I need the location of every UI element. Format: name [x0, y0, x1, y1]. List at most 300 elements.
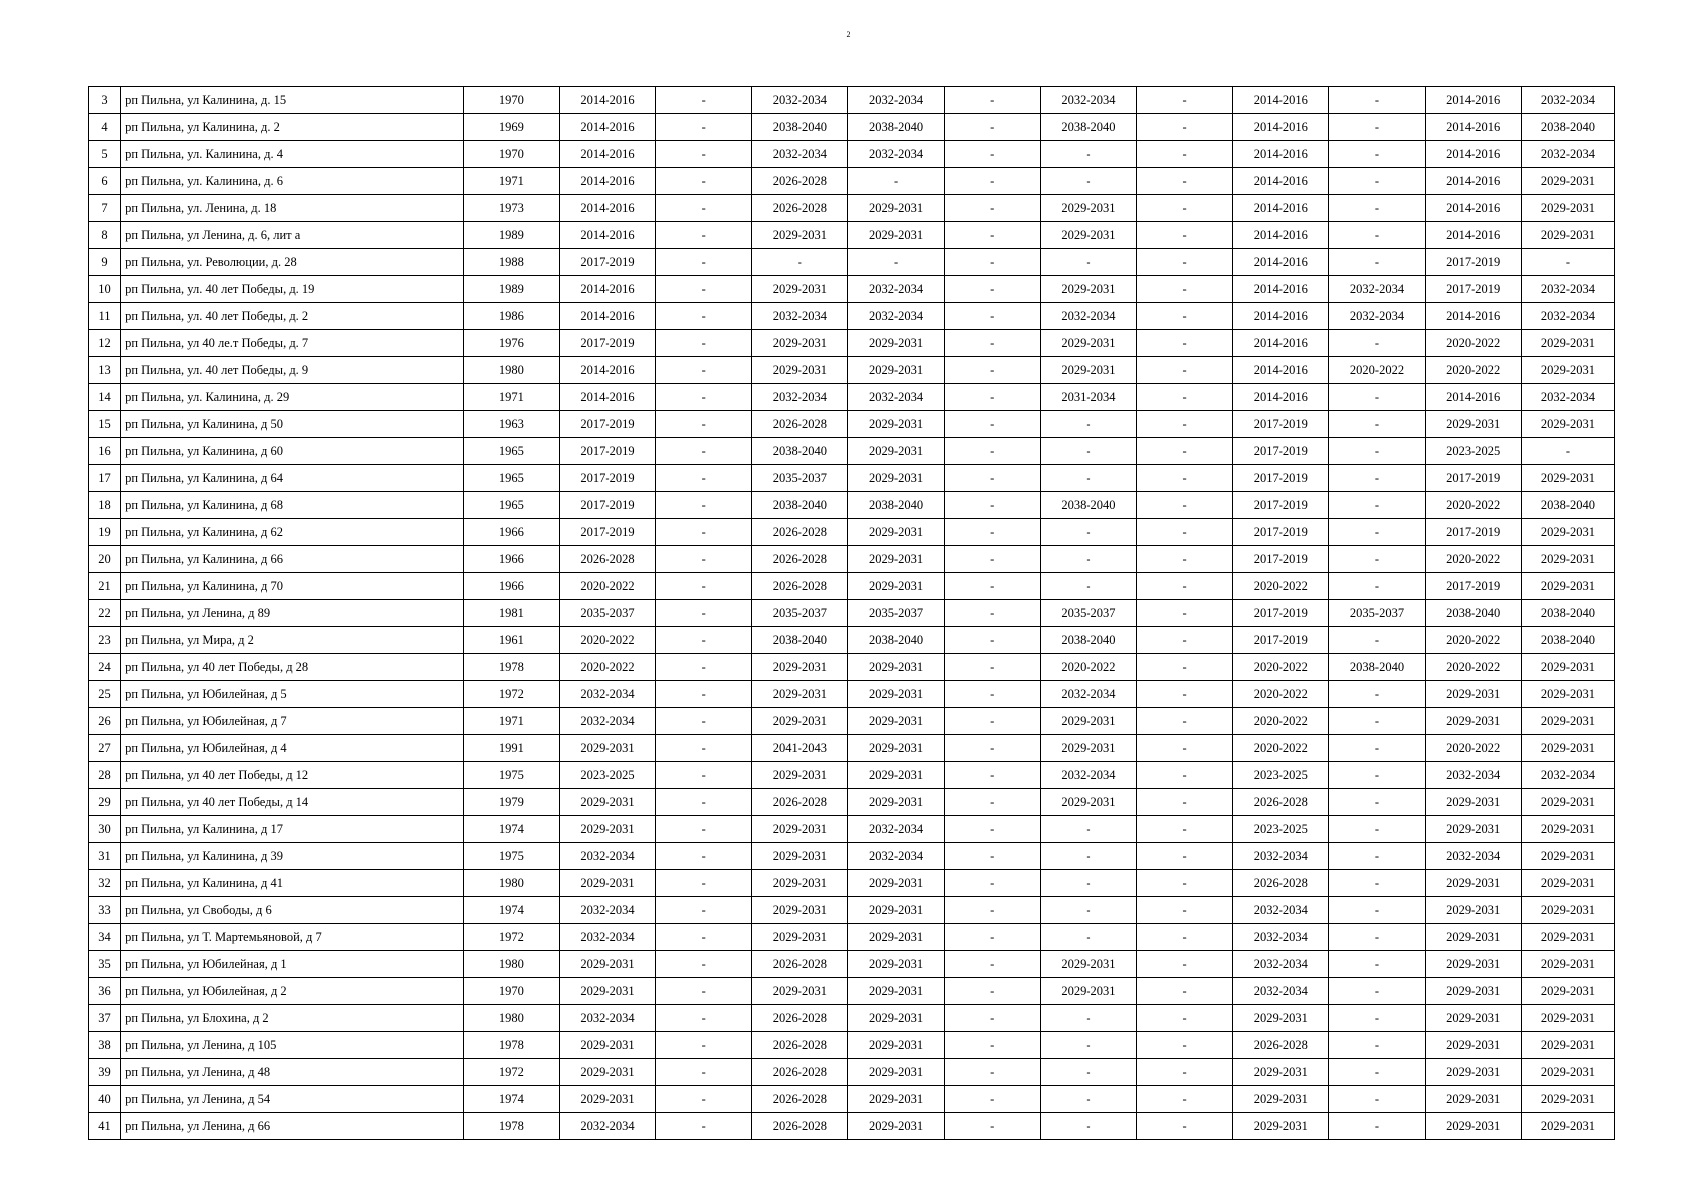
cell-row-number: 22 — [89, 600, 121, 627]
cell-period-7: - — [1137, 708, 1233, 735]
cell-build-year: 1975 — [463, 843, 559, 870]
cell-period-10: 2020-2022 — [1425, 492, 1521, 519]
cell-period-9: 2032-2034 — [1329, 276, 1425, 303]
cell-period-11: 2032-2034 — [1521, 141, 1614, 168]
cell-period-5: - — [944, 762, 1040, 789]
cell-period-11: 2032-2034 — [1521, 276, 1614, 303]
cell-period-8: 2014-2016 — [1233, 87, 1329, 114]
cell-period-7: - — [1137, 411, 1233, 438]
cell-address: рп Пильна, ул Калинина, д 64 — [121, 465, 464, 492]
cell-period-5: - — [944, 1005, 1040, 1032]
cell-period-7: - — [1137, 816, 1233, 843]
cell-period-10: 2020-2022 — [1425, 627, 1521, 654]
cell-period-1: 2020-2022 — [559, 573, 655, 600]
cell-build-year: 1974 — [463, 897, 559, 924]
cell-period-8: 2014-2016 — [1233, 303, 1329, 330]
table-body — [89, 87, 1615, 1140]
cell-period-7: - — [1137, 843, 1233, 870]
cell-period-9: - — [1329, 978, 1425, 1005]
cell-build-year: 1961 — [463, 627, 559, 654]
cell-period-9: - — [1329, 924, 1425, 951]
cell-build-year: 1971 — [463, 708, 559, 735]
cell-period-11: - — [1521, 438, 1614, 465]
cell-build-year: 1971 — [463, 384, 559, 411]
cell-period-2: - — [656, 573, 752, 600]
table-row — [89, 87, 1615, 114]
table-row — [89, 789, 1615, 816]
cell-period-10: 2029-2031 — [1425, 1113, 1521, 1140]
cell-period-4: 2029-2031 — [848, 222, 944, 249]
cell-period-7: - — [1137, 465, 1233, 492]
cell-period-8: 2020-2022 — [1233, 573, 1329, 600]
cell-row-number: 20 — [89, 546, 121, 573]
cell-period-3: 2038-2040 — [752, 438, 848, 465]
cell-period-1: 2032-2034 — [559, 897, 655, 924]
cell-period-8: 2017-2019 — [1233, 627, 1329, 654]
cell-period-5: - — [944, 924, 1040, 951]
cell-period-1: 2029-2031 — [559, 1059, 655, 1086]
cell-period-3: 2029-2031 — [752, 870, 848, 897]
cell-period-3: 2029-2031 — [752, 222, 848, 249]
cell-period-1: 2020-2022 — [559, 654, 655, 681]
cell-period-5: - — [944, 897, 1040, 924]
cell-period-4: 2029-2031 — [848, 195, 944, 222]
cell-build-year: 1980 — [463, 870, 559, 897]
cell-address: рп Пильна, ул Калинина, д 50 — [121, 411, 464, 438]
table-row — [89, 816, 1615, 843]
cell-period-1: 2014-2016 — [559, 384, 655, 411]
cell-period-6: 2032-2034 — [1040, 303, 1136, 330]
cell-row-number: 29 — [89, 789, 121, 816]
cell-period-7: - — [1137, 924, 1233, 951]
cell-build-year: 1989 — [463, 276, 559, 303]
cell-row-number: 10 — [89, 276, 121, 303]
cell-period-8: 2029-2031 — [1233, 1113, 1329, 1140]
cell-period-7: - — [1137, 681, 1233, 708]
cell-period-5: - — [944, 330, 1040, 357]
cell-period-2: - — [656, 627, 752, 654]
cell-row-number: 30 — [89, 816, 121, 843]
cell-address: рп Пильна, ул Мира, д 2 — [121, 627, 464, 654]
cell-period-7: - — [1137, 141, 1233, 168]
cell-period-3: 2026-2028 — [752, 789, 848, 816]
cell-period-10: 2017-2019 — [1425, 519, 1521, 546]
cell-period-5: - — [944, 87, 1040, 114]
cell-period-2: - — [656, 546, 752, 573]
cell-period-10: 2029-2031 — [1425, 1059, 1521, 1086]
cell-row-number: 35 — [89, 951, 121, 978]
cell-period-2: - — [656, 303, 752, 330]
cell-period-5: - — [944, 1032, 1040, 1059]
cell-period-7: - — [1137, 870, 1233, 897]
cell-build-year: 1988 — [463, 249, 559, 276]
cell-period-9: - — [1329, 843, 1425, 870]
cell-period-4: 2032-2034 — [848, 816, 944, 843]
cell-period-9: - — [1329, 870, 1425, 897]
cell-period-9: - — [1329, 627, 1425, 654]
cell-build-year: 1986 — [463, 303, 559, 330]
cell-period-8: 2029-2031 — [1233, 1059, 1329, 1086]
table-row — [89, 924, 1615, 951]
cell-period-1: 2014-2016 — [559, 222, 655, 249]
cell-period-11: 2029-2031 — [1521, 708, 1614, 735]
table-row — [89, 330, 1615, 357]
cell-row-number: 6 — [89, 168, 121, 195]
cell-period-7: - — [1137, 195, 1233, 222]
cell-build-year: 1975 — [463, 762, 559, 789]
cell-period-3: 2026-2028 — [752, 1059, 848, 1086]
table-row — [89, 1113, 1615, 1140]
cell-period-10: 2020-2022 — [1425, 546, 1521, 573]
cell-period-8: 2017-2019 — [1233, 600, 1329, 627]
cell-period-9: - — [1329, 762, 1425, 789]
cell-period-6: - — [1040, 141, 1136, 168]
cell-address: рп Пильна, ул 40 лет Победы, д 12 — [121, 762, 464, 789]
table-row — [89, 222, 1615, 249]
cell-address: рп Пильна, ул 40 лет Победы, д 14 — [121, 789, 464, 816]
cell-period-5: - — [944, 789, 1040, 816]
cell-period-7: - — [1137, 573, 1233, 600]
cell-row-number: 40 — [89, 1086, 121, 1113]
cell-period-9: - — [1329, 708, 1425, 735]
cell-period-8: 2014-2016 — [1233, 276, 1329, 303]
cell-period-4: 2038-2040 — [848, 492, 944, 519]
cell-period-4: 2029-2031 — [848, 438, 944, 465]
cell-address: рп Пильна, ул 40 ле.т Победы, д. 7 — [121, 330, 464, 357]
cell-row-number: 12 — [89, 330, 121, 357]
cell-period-11: 2029-2031 — [1521, 411, 1614, 438]
table-row — [89, 438, 1615, 465]
cell-period-4: 2029-2031 — [848, 330, 944, 357]
cell-build-year: 1978 — [463, 1032, 559, 1059]
cell-period-1: 2029-2031 — [559, 951, 655, 978]
cell-period-1: 2032-2034 — [559, 1005, 655, 1032]
cell-period-4: - — [848, 168, 944, 195]
cell-period-10: 2029-2031 — [1425, 924, 1521, 951]
cell-row-number: 14 — [89, 384, 121, 411]
cell-period-10: 2014-2016 — [1425, 195, 1521, 222]
cell-period-1: 2032-2034 — [559, 843, 655, 870]
cell-period-2: - — [656, 1059, 752, 1086]
cell-period-1: 2014-2016 — [559, 276, 655, 303]
cell-period-9: - — [1329, 222, 1425, 249]
cell-period-10: 2029-2031 — [1425, 951, 1521, 978]
cell-row-number: 26 — [89, 708, 121, 735]
cell-period-1: 2032-2034 — [559, 681, 655, 708]
cell-period-3: 2032-2034 — [752, 303, 848, 330]
cell-period-6: - — [1040, 897, 1136, 924]
cell-period-6: 2029-2031 — [1040, 357, 1136, 384]
table-row — [89, 141, 1615, 168]
cell-period-2: - — [656, 1086, 752, 1113]
cell-period-10: 2029-2031 — [1425, 411, 1521, 438]
table-row — [89, 654, 1615, 681]
cell-period-10: 2020-2022 — [1425, 654, 1521, 681]
cell-period-3: 2029-2031 — [752, 708, 848, 735]
cell-period-3: 2026-2028 — [752, 1113, 848, 1140]
cell-period-8: 2032-2034 — [1233, 843, 1329, 870]
cell-period-11: 2029-2031 — [1521, 924, 1614, 951]
cell-period-3: 2029-2031 — [752, 654, 848, 681]
cell-period-3: 2029-2031 — [752, 897, 848, 924]
cell-period-1: 2017-2019 — [559, 438, 655, 465]
cell-row-number: 41 — [89, 1113, 121, 1140]
cell-address: рп Пильна, ул Ленина, д. 6, лит а — [121, 222, 464, 249]
cell-address: рп Пильна, ул Т. Мартемьяновой, д 7 — [121, 924, 464, 951]
cell-period-6: 2031-2034 — [1040, 384, 1136, 411]
cell-period-8: 2023-2025 — [1233, 762, 1329, 789]
cell-period-9: 2020-2022 — [1329, 357, 1425, 384]
cell-period-7: - — [1137, 1113, 1233, 1140]
cell-period-9: - — [1329, 1032, 1425, 1059]
cell-period-4: 2029-2031 — [848, 951, 944, 978]
cell-period-5: - — [944, 708, 1040, 735]
cell-period-5: - — [944, 1086, 1040, 1113]
cell-period-5: - — [944, 546, 1040, 573]
table-row — [89, 951, 1615, 978]
cell-period-11: 2029-2031 — [1521, 1113, 1614, 1140]
cell-period-10: 2014-2016 — [1425, 114, 1521, 141]
cell-address: рп Пильна, ул Ленина, д 48 — [121, 1059, 464, 1086]
cell-address: рп Пильна, ул Калинина, д 62 — [121, 519, 464, 546]
cell-period-7: - — [1137, 789, 1233, 816]
cell-period-5: - — [944, 384, 1040, 411]
cell-period-7: - — [1137, 546, 1233, 573]
cell-period-7: - — [1137, 654, 1233, 681]
cell-period-11: 2029-2031 — [1521, 1005, 1614, 1032]
cell-period-11: 2038-2040 — [1521, 114, 1614, 141]
cell-period-9: - — [1329, 681, 1425, 708]
cell-period-2: - — [656, 465, 752, 492]
cell-period-4: 2032-2034 — [848, 384, 944, 411]
cell-address: рп Пильна, ул Ленина, д 66 — [121, 1113, 464, 1140]
table-row — [89, 627, 1615, 654]
cell-period-4: 2029-2031 — [848, 681, 944, 708]
cell-period-3: 2026-2028 — [752, 195, 848, 222]
cell-period-6: 2038-2040 — [1040, 627, 1136, 654]
cell-period-7: - — [1137, 1005, 1233, 1032]
cell-period-3: 2032-2034 — [752, 87, 848, 114]
cell-period-11: 2029-2031 — [1521, 222, 1614, 249]
cell-period-10: 2029-2031 — [1425, 681, 1521, 708]
cell-period-10: 2023-2025 — [1425, 438, 1521, 465]
cell-build-year: 1989 — [463, 222, 559, 249]
cell-period-2: - — [656, 789, 752, 816]
cell-period-9: - — [1329, 735, 1425, 762]
cell-period-8: 2023-2025 — [1233, 816, 1329, 843]
cell-row-number: 31 — [89, 843, 121, 870]
cell-period-2: - — [656, 222, 752, 249]
cell-period-5: - — [944, 681, 1040, 708]
cell-period-4: 2038-2040 — [848, 627, 944, 654]
cell-period-1: 2014-2016 — [559, 87, 655, 114]
cell-period-5: - — [944, 303, 1040, 330]
cell-period-2: - — [656, 87, 752, 114]
cell-period-3: 2026-2028 — [752, 1005, 848, 1032]
cell-period-6: 2035-2037 — [1040, 600, 1136, 627]
table-row — [89, 708, 1615, 735]
cell-period-6: - — [1040, 546, 1136, 573]
cell-period-8: 2026-2028 — [1233, 870, 1329, 897]
cell-period-11: 2029-2031 — [1521, 519, 1614, 546]
cell-row-number: 23 — [89, 627, 121, 654]
cell-address: рп Пильна, ул Ленина, д 54 — [121, 1086, 464, 1113]
cell-period-1: 2014-2016 — [559, 168, 655, 195]
cell-period-6: - — [1040, 1005, 1136, 1032]
cell-period-6: - — [1040, 438, 1136, 465]
cell-period-6: 2038-2040 — [1040, 492, 1136, 519]
cell-period-5: - — [944, 816, 1040, 843]
cell-period-10: 2017-2019 — [1425, 573, 1521, 600]
cell-period-9: - — [1329, 384, 1425, 411]
cell-build-year: 1976 — [463, 330, 559, 357]
cell-row-number: 25 — [89, 681, 121, 708]
table-row — [89, 546, 1615, 573]
cell-period-3: 2035-2037 — [752, 600, 848, 627]
cell-period-5: - — [944, 1113, 1040, 1140]
cell-period-7: - — [1137, 303, 1233, 330]
table-row — [89, 1059, 1615, 1086]
cell-period-4: 2032-2034 — [848, 87, 944, 114]
cell-build-year: 1966 — [463, 519, 559, 546]
cell-period-2: - — [656, 276, 752, 303]
cell-address: рп Пильна, ул Юбилейная, д 1 — [121, 951, 464, 978]
cell-period-6: - — [1040, 924, 1136, 951]
table-row — [89, 978, 1615, 1005]
cell-period-10: 2014-2016 — [1425, 303, 1521, 330]
cell-period-6: - — [1040, 1032, 1136, 1059]
cell-address: рп Пильна, ул Калинина, д 70 — [121, 573, 464, 600]
cell-period-11: 2029-2031 — [1521, 330, 1614, 357]
cell-build-year: 1980 — [463, 357, 559, 384]
cell-period-1: 2020-2022 — [559, 627, 655, 654]
cell-period-2: - — [656, 951, 752, 978]
cell-build-year: 1969 — [463, 114, 559, 141]
cell-build-year: 1978 — [463, 654, 559, 681]
cell-period-5: - — [944, 627, 1040, 654]
cell-period-11: 2032-2034 — [1521, 87, 1614, 114]
cell-period-8: 2032-2034 — [1233, 924, 1329, 951]
cell-period-11: 2029-2031 — [1521, 1032, 1614, 1059]
cell-period-3: 2026-2028 — [752, 1032, 848, 1059]
cell-period-6: - — [1040, 870, 1136, 897]
cell-period-1: 2032-2034 — [559, 708, 655, 735]
table-row — [89, 1005, 1615, 1032]
cell-period-4: 2029-2031 — [848, 708, 944, 735]
cell-period-7: - — [1137, 519, 1233, 546]
cell-address: рп Пильна, ул Калинина, д 17 — [121, 816, 464, 843]
cell-period-3: 2038-2040 — [752, 114, 848, 141]
cell-period-6: 2029-2031 — [1040, 951, 1136, 978]
cell-period-10: 2029-2031 — [1425, 1032, 1521, 1059]
cell-build-year: 1963 — [463, 411, 559, 438]
table-row — [89, 195, 1615, 222]
cell-period-5: - — [944, 843, 1040, 870]
table-row — [89, 519, 1615, 546]
cell-row-number: 19 — [89, 519, 121, 546]
cell-period-8: 2017-2019 — [1233, 492, 1329, 519]
cell-period-11: 2029-2031 — [1521, 735, 1614, 762]
cell-build-year: 1965 — [463, 492, 559, 519]
cell-period-2: - — [656, 735, 752, 762]
cell-period-6: - — [1040, 1086, 1136, 1113]
cell-period-5: - — [944, 357, 1040, 384]
cell-period-11: 2029-2031 — [1521, 816, 1614, 843]
cell-period-6: 2029-2031 — [1040, 276, 1136, 303]
cell-period-7: - — [1137, 357, 1233, 384]
cell-period-1: 2029-2031 — [559, 1086, 655, 1113]
table-row — [89, 114, 1615, 141]
cell-period-8: 2014-2016 — [1233, 141, 1329, 168]
cell-period-8: 2032-2034 — [1233, 978, 1329, 1005]
cell-address: рп Пильна, ул. Калинина, д. 6 — [121, 168, 464, 195]
cell-period-8: 2026-2028 — [1233, 1032, 1329, 1059]
cell-period-5: - — [944, 951, 1040, 978]
cell-period-2: - — [656, 708, 752, 735]
cell-period-1: 2017-2019 — [559, 249, 655, 276]
cell-period-9: - — [1329, 492, 1425, 519]
cell-row-number: 4 — [89, 114, 121, 141]
cell-period-4: 2029-2031 — [848, 519, 944, 546]
cell-address: рп Пильна, ул Свободы, д 6 — [121, 897, 464, 924]
cell-period-8: 2020-2022 — [1233, 654, 1329, 681]
cell-period-5: - — [944, 276, 1040, 303]
cell-period-3: 2032-2034 — [752, 141, 848, 168]
cell-period-3: 2029-2031 — [752, 843, 848, 870]
cell-period-11: 2029-2031 — [1521, 465, 1614, 492]
cell-row-number: 8 — [89, 222, 121, 249]
cell-period-4: 2035-2037 — [848, 600, 944, 627]
cell-row-number: 34 — [89, 924, 121, 951]
cell-period-4: 2029-2031 — [848, 789, 944, 816]
cell-period-9: 2032-2034 — [1329, 303, 1425, 330]
cell-build-year: 1965 — [463, 438, 559, 465]
cell-period-5: - — [944, 492, 1040, 519]
cell-period-5: - — [944, 654, 1040, 681]
cell-address: рп Пильна, ул. Ленина, д. 18 — [121, 195, 464, 222]
cell-build-year: 1972 — [463, 681, 559, 708]
cell-period-1: 2026-2028 — [559, 546, 655, 573]
cell-row-number: 21 — [89, 573, 121, 600]
cell-build-year: 1979 — [463, 789, 559, 816]
cell-period-10: 2029-2031 — [1425, 897, 1521, 924]
cell-period-11: 2029-2031 — [1521, 357, 1614, 384]
cell-period-1: 2029-2031 — [559, 1032, 655, 1059]
table-row — [89, 681, 1615, 708]
cell-period-11: 2038-2040 — [1521, 600, 1614, 627]
cell-build-year: 1974 — [463, 1086, 559, 1113]
cell-address: рп Пильна, ул 40 лет Победы, д 28 — [121, 654, 464, 681]
cell-period-4: 2029-2031 — [848, 654, 944, 681]
cell-period-6: 2029-2031 — [1040, 330, 1136, 357]
cell-period-5: - — [944, 465, 1040, 492]
cell-period-10: 2032-2034 — [1425, 843, 1521, 870]
cell-period-2: - — [656, 870, 752, 897]
cell-period-4: 2032-2034 — [848, 276, 944, 303]
cell-period-8: 2017-2019 — [1233, 465, 1329, 492]
cell-period-7: - — [1137, 600, 1233, 627]
cell-period-8: 2026-2028 — [1233, 789, 1329, 816]
cell-build-year: 1970 — [463, 87, 559, 114]
cell-build-year: 1991 — [463, 735, 559, 762]
cell-period-10: 2017-2019 — [1425, 465, 1521, 492]
cell-period-6: - — [1040, 411, 1136, 438]
cell-period-5: - — [944, 573, 1040, 600]
cell-period-7: - — [1137, 1059, 1233, 1086]
table-row — [89, 762, 1615, 789]
cell-period-4: 2032-2034 — [848, 141, 944, 168]
cell-period-2: - — [656, 141, 752, 168]
